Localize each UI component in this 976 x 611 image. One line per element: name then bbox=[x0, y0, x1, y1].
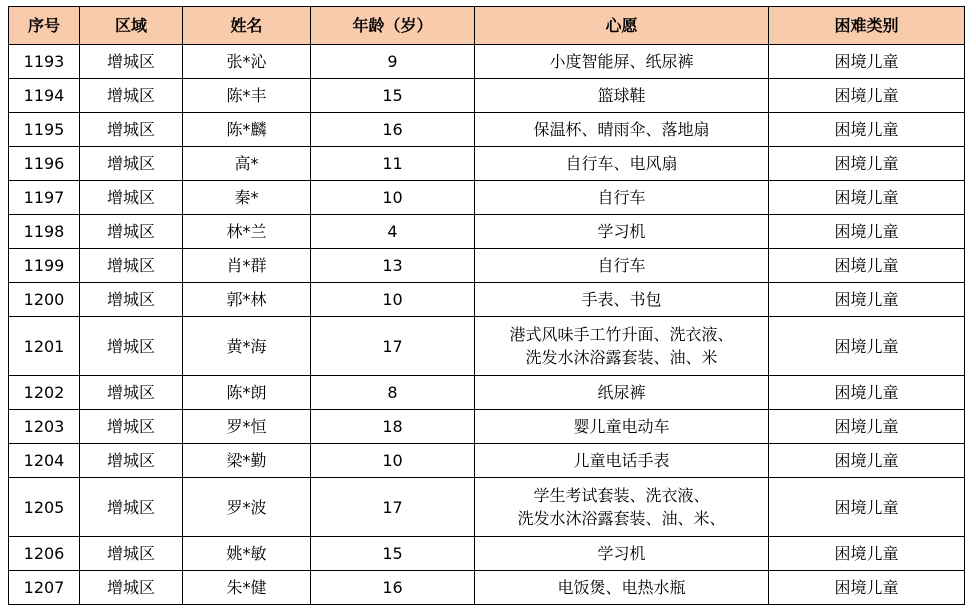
table-row bbox=[9, 444, 965, 478]
cell-district: 增城区 bbox=[80, 45, 183, 79]
cell-index: 1200 bbox=[9, 283, 80, 317]
cell-category: 困境儿童 bbox=[769, 249, 965, 283]
table-body bbox=[9, 45, 965, 605]
cell-category: 困境儿童 bbox=[769, 283, 965, 317]
table-row bbox=[9, 478, 965, 537]
cell-index: 1194 bbox=[9, 79, 80, 113]
cell-category: 困境儿童 bbox=[769, 537, 965, 571]
cell-district: 增城区 bbox=[80, 181, 183, 215]
cell-district: 增城区 bbox=[80, 79, 183, 113]
table-row bbox=[9, 215, 965, 249]
cell-name: 姚*敏 bbox=[183, 537, 311, 571]
cell-wish: 自行车 bbox=[475, 249, 769, 283]
cell-index: 1196 bbox=[9, 147, 80, 181]
table-row bbox=[9, 45, 965, 79]
header-district: 区域 bbox=[80, 7, 183, 45]
cell-wish: 学生考试套装、洗衣液、 洗发水沐浴露套装、油、米、 bbox=[475, 478, 769, 537]
table-row bbox=[9, 317, 965, 376]
table-row bbox=[9, 537, 965, 571]
cell-name: 郭*林 bbox=[183, 283, 311, 317]
cell-wish: 婴儿童电动车 bbox=[475, 410, 769, 444]
cell-name: 陈*麟 bbox=[183, 113, 311, 147]
table-row bbox=[9, 79, 965, 113]
table-row bbox=[9, 147, 965, 181]
cell-age: 4 bbox=[311, 215, 475, 249]
cell-index: 1197 bbox=[9, 181, 80, 215]
header-name: 姓名 bbox=[183, 7, 311, 45]
cell-name: 张*沁 bbox=[183, 45, 311, 79]
cell-district: 增城区 bbox=[80, 113, 183, 147]
cell-name: 肖*群 bbox=[183, 249, 311, 283]
cell-category: 困境儿童 bbox=[769, 317, 965, 376]
cell-age: 15 bbox=[311, 79, 475, 113]
header-category: 困难类别 bbox=[769, 7, 965, 45]
cell-age: 9 bbox=[311, 45, 475, 79]
cell-district: 增城区 bbox=[80, 283, 183, 317]
cell-district: 增城区 bbox=[80, 444, 183, 478]
cell-index: 1203 bbox=[9, 410, 80, 444]
wish-list-table bbox=[8, 6, 965, 605]
cell-index: 1204 bbox=[9, 444, 80, 478]
cell-district: 增城区 bbox=[80, 147, 183, 181]
cell-age: 17 bbox=[311, 317, 475, 376]
cell-category: 困境儿童 bbox=[769, 215, 965, 249]
cell-district: 增城区 bbox=[80, 478, 183, 537]
cell-age: 16 bbox=[311, 113, 475, 147]
cell-wish: 纸尿裤 bbox=[475, 376, 769, 410]
cell-category: 困境儿童 bbox=[769, 478, 965, 537]
cell-age: 11 bbox=[311, 147, 475, 181]
cell-category: 困境儿童 bbox=[769, 113, 965, 147]
cell-district: 增城区 bbox=[80, 317, 183, 376]
cell-index: 1202 bbox=[9, 376, 80, 410]
cell-index: 1193 bbox=[9, 45, 80, 79]
cell-name: 罗*波 bbox=[183, 478, 311, 537]
cell-age: 10 bbox=[311, 444, 475, 478]
cell-wish: 学习机 bbox=[475, 537, 769, 571]
table-row bbox=[9, 249, 965, 283]
header-index: 序号 bbox=[9, 7, 80, 45]
cell-age: 17 bbox=[311, 478, 475, 537]
cell-name: 秦* bbox=[183, 181, 311, 215]
cell-category: 困境儿童 bbox=[769, 45, 965, 79]
cell-index: 1198 bbox=[9, 215, 80, 249]
header-age: 年龄（岁） bbox=[311, 7, 475, 45]
table-row bbox=[9, 410, 965, 444]
cell-category: 困境儿童 bbox=[769, 376, 965, 410]
table-row bbox=[9, 283, 965, 317]
cell-district: 增城区 bbox=[80, 537, 183, 571]
table-row bbox=[9, 376, 965, 410]
cell-age: 10 bbox=[311, 283, 475, 317]
cell-wish: 儿童电话手表 bbox=[475, 444, 769, 478]
table-row bbox=[9, 181, 965, 215]
cell-name: 黄*海 bbox=[183, 317, 311, 376]
cell-age: 18 bbox=[311, 410, 475, 444]
cell-wish: 电饭煲、电热水瓶 bbox=[475, 571, 769, 605]
cell-name: 陈*朗 bbox=[183, 376, 311, 410]
cell-index: 1195 bbox=[9, 113, 80, 147]
cell-category: 困境儿童 bbox=[769, 147, 965, 181]
cell-district: 增城区 bbox=[80, 376, 183, 410]
table-row bbox=[9, 113, 965, 147]
cell-index: 1207 bbox=[9, 571, 80, 605]
cell-category: 困境儿童 bbox=[769, 181, 965, 215]
cell-name: 高* bbox=[183, 147, 311, 181]
wish-list-table-container bbox=[8, 6, 965, 605]
cell-age: 16 bbox=[311, 571, 475, 605]
cell-index: 1201 bbox=[9, 317, 80, 376]
cell-district: 增城区 bbox=[80, 410, 183, 444]
cell-wish: 小度智能屏、纸尿裤 bbox=[475, 45, 769, 79]
cell-name: 林*兰 bbox=[183, 215, 311, 249]
cell-category: 困境儿童 bbox=[769, 444, 965, 478]
cell-index: 1199 bbox=[9, 249, 80, 283]
cell-index: 1206 bbox=[9, 537, 80, 571]
cell-wish: 手表、书包 bbox=[475, 283, 769, 317]
cell-wish: 篮球鞋 bbox=[475, 79, 769, 113]
table-row bbox=[9, 571, 965, 605]
cell-district: 增城区 bbox=[80, 571, 183, 605]
cell-index: 1205 bbox=[9, 478, 80, 537]
header-row bbox=[9, 7, 965, 45]
cell-wish: 保温杯、晴雨伞、落地扇 bbox=[475, 113, 769, 147]
cell-age: 10 bbox=[311, 181, 475, 215]
cell-wish: 学习机 bbox=[475, 215, 769, 249]
cell-age: 15 bbox=[311, 537, 475, 571]
cell-category: 困境儿童 bbox=[769, 410, 965, 444]
cell-name: 朱*健 bbox=[183, 571, 311, 605]
cell-age: 8 bbox=[311, 376, 475, 410]
cell-wish: 自行车 bbox=[475, 181, 769, 215]
cell-category: 困境儿童 bbox=[769, 571, 965, 605]
cell-name: 梁*勤 bbox=[183, 444, 311, 478]
cell-name: 陈*丰 bbox=[183, 79, 311, 113]
cell-wish: 港式风味手工竹升面、洗衣液、 洗发水沐浴露套装、油、米 bbox=[475, 317, 769, 376]
cell-age: 13 bbox=[311, 249, 475, 283]
header-wish: 心愿 bbox=[475, 7, 769, 45]
cell-district: 增城区 bbox=[80, 215, 183, 249]
cell-category: 困境儿童 bbox=[769, 79, 965, 113]
cell-district: 增城区 bbox=[80, 249, 183, 283]
cell-name: 罗*恒 bbox=[183, 410, 311, 444]
cell-wish: 自行车、电风扇 bbox=[475, 147, 769, 181]
